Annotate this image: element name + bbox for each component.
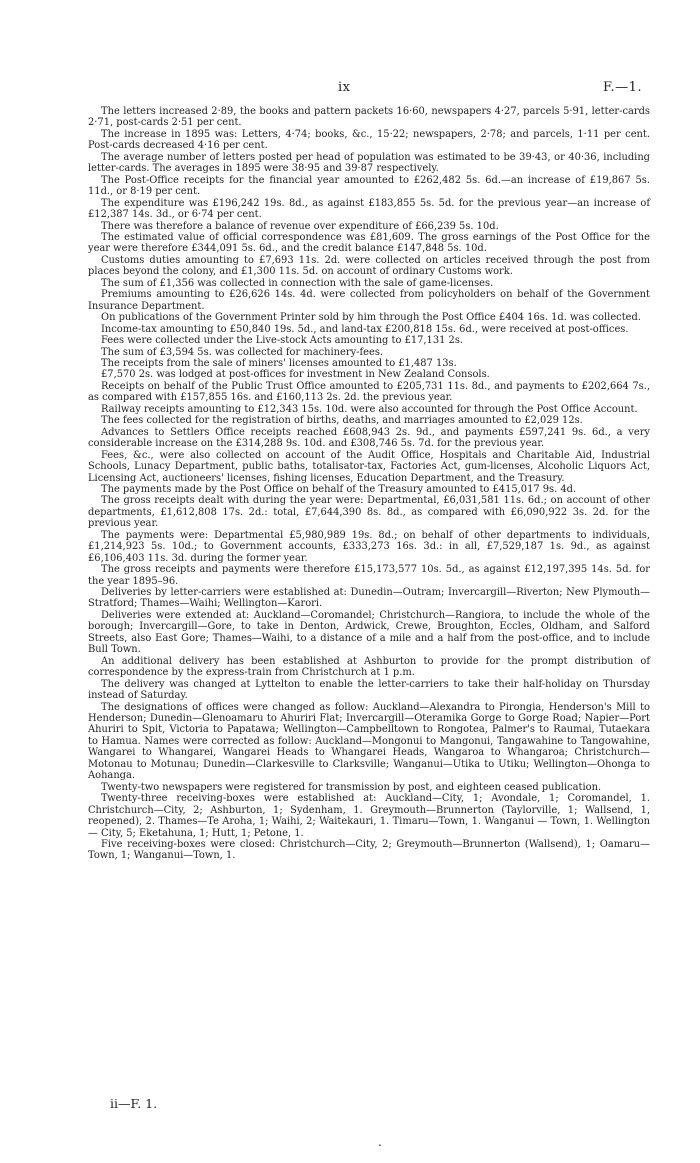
- paragraph: An additional delivery has been established at Ashburton to provide for the prompt distribution of correspondence by the express-train from Christchurch at 1 p.m.: [88, 655, 650, 679]
- paragraph: Premiums amounting to £26,626 14s. 4d. were collected from policyholders on behalf of the Government Insurance Department.: [88, 289, 650, 312]
- paragraph: The designations of offices were changed as follow: Auckland—Alexandra to Pirongia, Henderson's Mill to Henderson; Dunedin—Glenoamaru to Ahuriri Flat; Invercargill—Oteramika Gorge to Gorge Road; Napier—Port Ahuriri to Spit, Victoria to Papatawa; Wellington—Campbelltown to Rongotea, Palmer's to Raumai, Tutaekara to Hamua. Names were corrected as follow: Auckland—Mongonui to Mangonui, Tangawahine to Tangowahine, Wangarei to Whangarei, Wangarei Heads to Whangarei Heads, Wangaroa to Whangaroa; Christchurch—Motonau to Motunau; Dunedin—Clarkesville to Clarksville; Wanganui—Utika to Utiku; Wellington—Ohonga to Aohanga.: [88, 701, 650, 782]
- paragraph: The Post-Office receipts for the financial year amounted to £262,482 5s. 6d.—an increase of £19,867 5s. 11d., or 8·19 per cent.: [88, 174, 650, 198]
- paragraph: The payments were: Departmental £5,980,989 19s. 8d.; on behalf of other departments to individuals, £1,214,923 5s. 10d.; to Government accounts, £333,273 16s. 3d.: in all, £7,529,187 1s. 9d., as against £6,106,403 11s. 3d. during the former year.: [88, 529, 650, 564]
- paragraph: The increase in 1895 was: Letters, 4·74; books, &c., 15·22; newspapers, 2·78; and parcels, 1·11 per cent. Post-cards decreased 4·16 per cent.: [88, 128, 650, 152]
- paragraph: Receipts on behalf of the Public Trust Office amounted to £205,731 11s. 8d., and payments to £202,664 7s., as compared with £157,855 16s. and £160,113 2s. 2d. the previous year.: [88, 380, 650, 404]
- paragraph: The letters increased 2·89, the books and pattern packets 16·60, newspapers 4·27, parcels 5·91, letter-cards 2·71, post-cards 2·51 per cent.: [88, 106, 650, 129]
- paragraph: The gross receipts and payments were therefore £15,173,577 10s. 5d., as against £12,197,395 14s. 5d. for the year 1895–96.: [88, 564, 650, 587]
- paragraph: Five receiving-boxes were closed: Christchurch—City, 2; Greymouth—Brunnerton (Wallsend), 1; Oamaru—Town, 1; Wanganui—Town, 1.: [88, 839, 650, 862]
- signature-mark: ii—F. 1.: [110, 1096, 158, 1111]
- body-text: [88, 106, 650, 862]
- paragraph: Twenty-two newspapers were registered for transmission by post, and eighteen ceased publication.: [101, 781, 602, 793]
- paragraph: Income-tax amounting to £50,840 19s. 5d., and land-tax £200,818 15s. 6d., were received at post-offices.: [101, 323, 629, 335]
- paragraph: Deliveries by letter-carriers were established at: Dunedin—Outram; Invercargill—Riverton; New Plymouth—Stratford; Thames—Waihi; Wellington—Karori.: [88, 587, 650, 610]
- paragraph: Fees, &c., were also collected on account of the Audit Office, Hospitals and Charitable Aid, Industrial Schools, Lunacy Department, public baths, totalisator-tax, Factories Act, gum-licenses, Alcoholic Liquors Act, Licensing Act, auctioneers' licenses, fishing licenses, Education Department, and the Treasury.: [88, 449, 650, 484]
- paragraph: Customs duties amounting to £7,693 11s. 2d. were collected on articles received through the post from places beyond the colony, and £1,300 11s. 5d. on account of ordinary Customs work.: [88, 254, 650, 278]
- paragraph: The delivery was changed at Lyttelton to enable the letter-carriers to take their half-holiday on Thursday instead of Saturday.: [88, 678, 650, 702]
- document-reference: F.—1.: [602, 80, 642, 95]
- paragraph: The fees collected for the registration of births, deaths, and marriages amounted to £2,029 12s.: [101, 415, 583, 427]
- paragraph: On publications of the Government Printer sold by him through the Post Office £404 16s. 1d. was collected.: [101, 312, 641, 324]
- paragraph: Railway receipts amounting to £12,343 15s. 10d. were also accounted for through the Post Office Account.: [101, 403, 638, 415]
- page-number: ix: [338, 80, 351, 95]
- paragraph: The gross receipts dealt with during the year were: Departmental, £6,031,581 11s. 6d.; on account of other departments, £1,612,808 17s. 2d.: total, £7,644,390 8s. 8d., as compared with £6,090,922 3s. 2d. for the previous year.: [88, 495, 650, 530]
- paragraph: Deliveries were extended at: Auckland—Coromandel; Christchurch—Rangiora, to include the whole of the borough; Invercargill—Gore, to take in Denton, Ardwick, Crewe, Broughton, Eccles, Oldham, and Salford Streets, also East Gore; Thames—Waihi, to a distance of a mile and a half from the post-office, and to include Bull Town.: [88, 609, 650, 656]
- paragraph: The payments made by the Post Office on behalf of the Treasury amounted to £415,017 9s. 4d.: [101, 483, 577, 495]
- paragraph: Fees were collected under the Live-stock Acts amounting to £17,131 2s.: [101, 335, 464, 347]
- paragraph: Advances to Settlers Office receipts reached £608,943 2s. 9d., and payments £597,241 9s. 6d., a very considerable increase on the £314,288 9s. 10d. and £308,746 5s. 7d. for the previous year.: [88, 426, 650, 450]
- footer-dot: .: [378, 1135, 382, 1149]
- paragraph: Twenty-three receiving-boxes were established at: Auckland—City, 1; Avondale, 1; Coromandel, 1. Christchurch—City, 2; Ashburton, 1; Sydenham, 1. Greymouth—Brunnerton (Taylorville, 1; Wallsend, 1, reopened), 2. Thames—Te Aroha, 1; Waihi, 2; Waitekauri, 1. Timaru—Town, 1. Wanganui — Town, 1. Wellington — City, 5; Eketahuna, 1; Hutt, 1; Petone, 1.: [88, 793, 650, 839]
- paragraph: The estimated value of official correspondence was £81,609. The gross earnings of the Post Office for the year were therefore £344,091 5s. 6d., and the credit balance £147,848 5s. 10d.: [88, 231, 650, 255]
- paragraph: The sum of £3,594 5s. was collected for machinery-fees.: [101, 346, 384, 358]
- paragraph: There was therefore a balance of revenue over expenditure of £66,239 5s. 10d.: [101, 220, 499, 232]
- paragraph: The expenditure was £196,242 19s. 8d., as against £183,855 5s. 5d. for the previous year—an increase of £12,387 14s. 3d., or 6·74 per cent.: [88, 197, 650, 221]
- paragraph: The average number of letters posted per head of population was estimated to be 39·43, or 40·36, including letter-cards. The averages in 1895 were 38·95 and 39·87 respectively.: [88, 151, 650, 175]
- paragraph: £7,570 2s. was lodged at post-offices for investment in New Zealand Consols.: [101, 369, 490, 381]
- paragraph: The sum of £1,356 was collected in connection with the sale of game-licenses.: [101, 277, 494, 289]
- paragraph: The receipts from the sale of miners' licenses amounted to £1,487 13s.: [101, 357, 457, 369]
